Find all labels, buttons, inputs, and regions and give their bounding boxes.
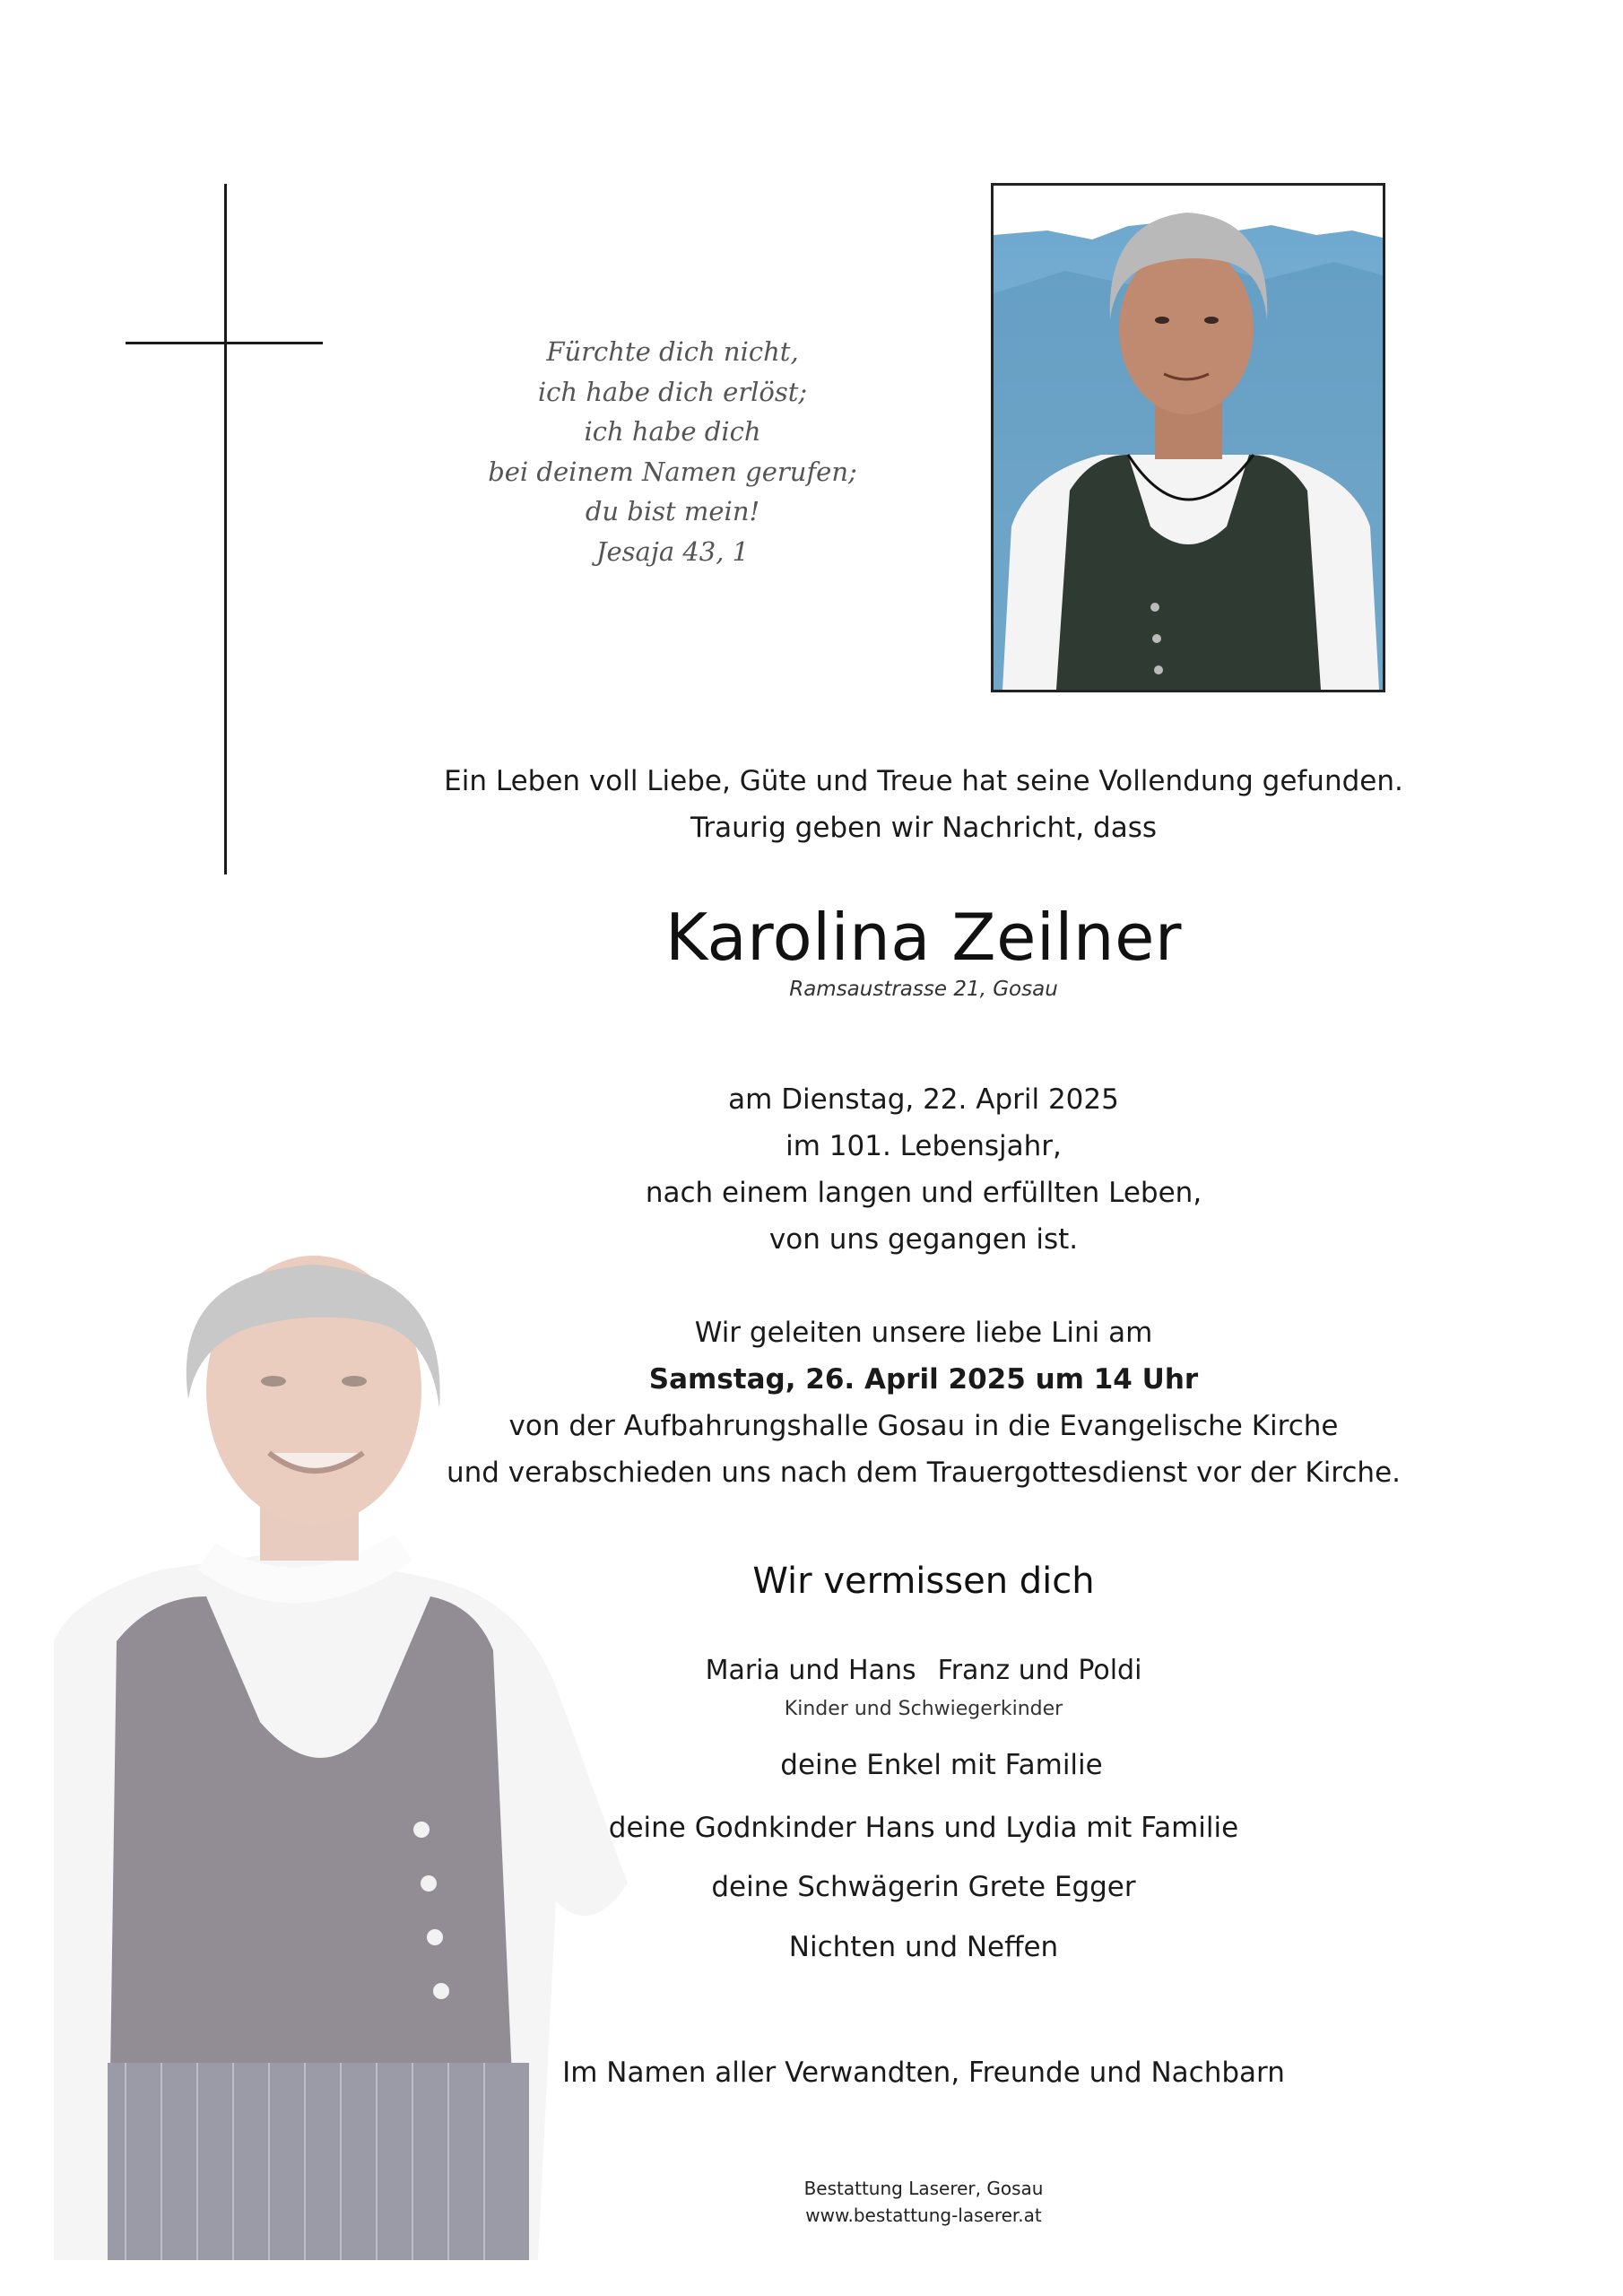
undertaker-name: Bestattung Laserer, Gosau [803,2178,1044,2199]
children-couple-2: Franz und Poldi [937,1655,1142,1686]
sister-in-law: deine Schwägerin Grete Egger [711,1871,1136,1903]
funeral-line: und verabschieden uns nach dem Trauergottesdienst vor der Kirche. [446,1457,1401,1489]
death-line: im 101. Lebensjahr, [785,1130,1062,1162]
intro-text [395,758,1453,851]
funeral-line: von der Aufbahrungshalle Gosau in die Evangelische Kirche [508,1410,1339,1442]
death-line: nach einem langen und erfüllten Leben, [645,1177,1202,1209]
cross-horizontal-bar [126,342,323,344]
intro-line: Ein Leben voll Liebe, Güte und Treue hat seine Vollendung gefunden. [444,765,1403,797]
funeral-date: Samstag, 26. April 2025 um 14 Uhr [648,1363,1199,1396]
nieces-nephews: Nichten und Neffen [788,1931,1059,1963]
deceased-address: Ramsaustrasse 21, Gosau [789,978,1058,1001]
godchildren: deine Godnkinder Hans und Lydia mit Familie [608,1812,1239,1844]
undertaker-info [395,2175,1453,2229]
portrait-photo-illustration [994,186,1383,690]
funeral-info [395,1309,1453,1496]
bible-verse [430,332,915,571]
funeral-line: Wir geleiten unsere liebe Lini am [694,1317,1153,1349]
children-couple-1: Maria und Hans [705,1655,916,1686]
mourners-heading: Wir vermissen dich [752,1561,1095,1602]
grandchildren: deine Enkel mit Familie [780,1749,1103,1781]
children-names [395,1655,1453,1686]
verse-line: ich habe dich [584,416,761,447]
death-line: am Dienstag, 22. April 2025 [728,1083,1119,1116]
verse-line: du bist mein! [585,496,760,526]
closing-line: Im Namen aller Verwandten, Freunde und Nachbarn [562,2057,1285,2089]
undertaker-website: www.bestattung-laserer.at [805,2205,1042,2226]
verse-reference: Jesaja 43, 1 [595,535,750,567]
verse-line: Fürchte dich nicht, [546,336,799,367]
children-caption: Kinder und Schwiegerkinder [784,1698,1063,1720]
death-notice [395,1076,1453,1263]
cross-vertical-bar [224,184,227,874]
verse-line: ich habe dich erlöst; [537,376,808,407]
verse-line: bei deinem Namen gerufen; [488,456,857,487]
portrait-photo [991,183,1385,692]
deceased-name: Karolina Zeilner [665,900,1182,975]
intro-line: Traurig geben wir Nachricht, dass [690,812,1157,844]
death-line: von uns gegangen ist. [768,1223,1079,1256]
